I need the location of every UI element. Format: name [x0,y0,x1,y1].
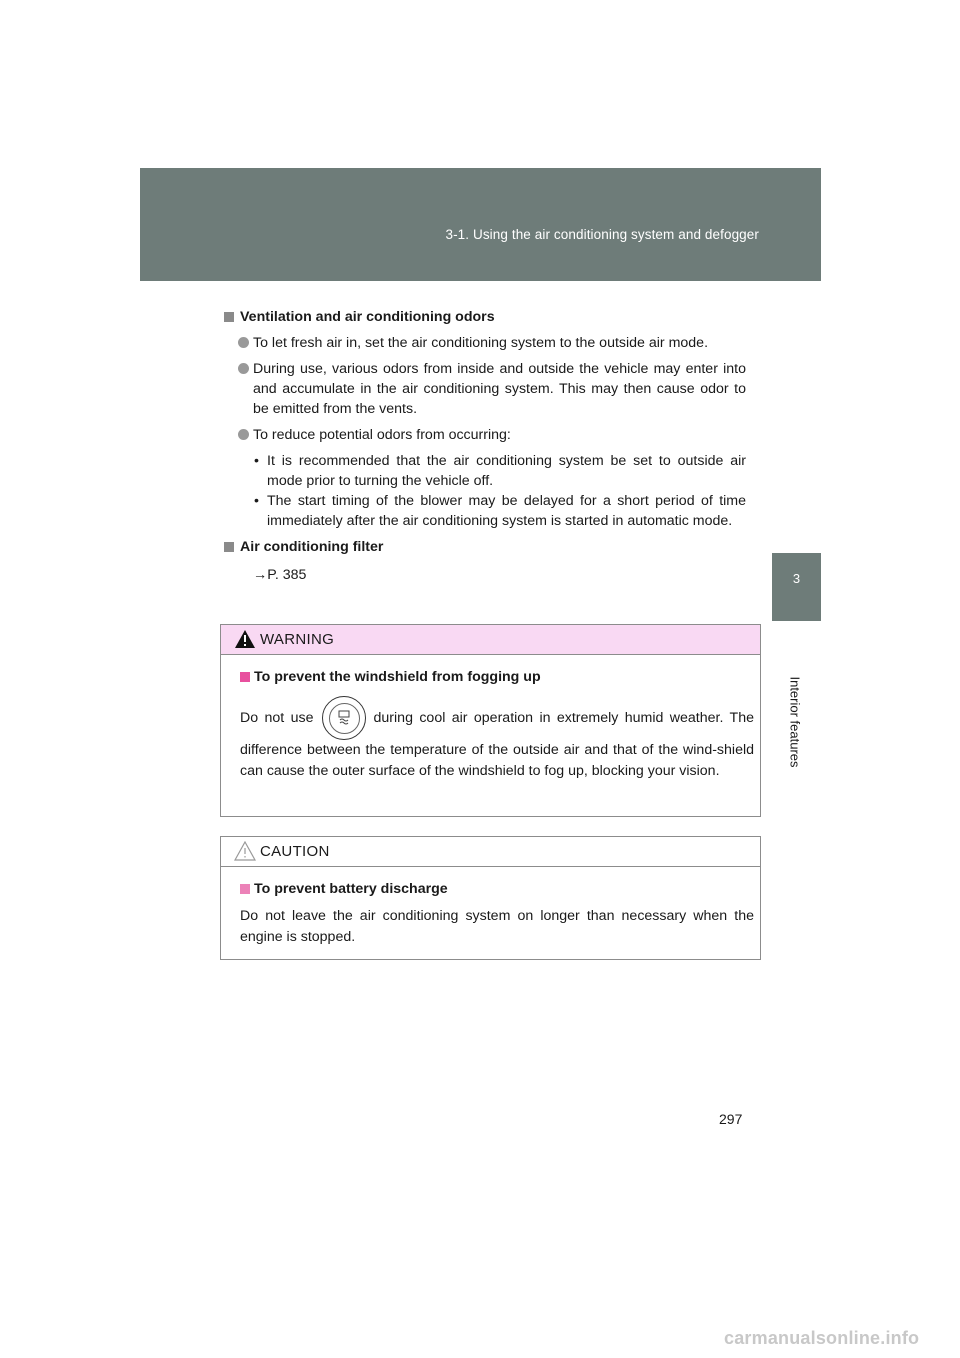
bullet-text: To let fresh air in, set the air conditioning system to the outside air mode. [253,335,709,351]
chapter-title: 3-1. Using the air conditioning system and defogger [445,227,759,242]
section-heading-filter: Air conditioning filter [224,537,746,557]
chapter-side-label [765,662,825,782]
warning-header [221,625,760,655]
bullet-item [224,425,746,445]
warning-box [220,624,761,817]
chapter-tab[interactable] [772,553,821,621]
caution-text: Do not leave the air conditioning system on longer than necessary when the engine is stopped. [240,908,754,945]
sub-bullet-icon: • [254,453,259,469]
caution-label: CAUTION [260,843,330,860]
chapter-number: 3 [792,571,801,586]
warning-triangle-icon [234,629,256,649]
caution-triangle-icon [234,841,256,861]
section-heading-ventilation: Ventilation and air conditioning odors [224,307,746,327]
page-number: 297 [719,1111,743,1127]
caution-box [220,836,761,960]
warning-text-before: Do not use [240,709,314,726]
warning-title: To prevent the windshield from fogging up [240,667,754,688]
sub-item-text: It is recommended that the air conditioning system be set to outside air mode prior to turning the vehicle off. [267,453,746,489]
warning-text [240,696,754,782]
sub-bullet-icon: • [254,493,259,509]
warning-text-after: during cool air operation in extremely humid weather. The difference between the temperature of the outside air and that of the wind-shield can cause the outer surface of the windshield to fog up, blocking your vision. [240,709,754,779]
bullet-dot-icon [238,337,249,348]
header-band [140,168,821,281]
sub-item [224,491,746,531]
bullet-dot-icon [238,429,249,440]
bullet-item [224,359,746,419]
chapter-side-label-text: Interior features [787,676,803,768]
bullet-item [224,333,746,353]
watermark: carmanualsonline.info [724,1328,920,1348]
sub-item-text: The start timing of the blower may be delayed for a short period of time immediately after the air conditioning system is started in automatic mode. [267,493,746,529]
defogger-button-icon [322,696,366,740]
bullet-text: To reduce potential odors from occurring: [253,427,511,443]
caution-title: To prevent battery discharge [240,879,754,900]
page-reference-link[interactable]: →P. 385 [253,567,307,583]
caution-header [221,837,760,867]
bullet-dot-icon [238,363,249,374]
main-content [224,307,746,585]
bullet-text: During use, various odors from inside and outside the vehicle may enter into and accumulate in the air conditioning system. This may then cause odor to be emitted from the vents. [253,361,746,417]
warning-label: WARNING [260,631,335,648]
sub-item [224,451,746,491]
